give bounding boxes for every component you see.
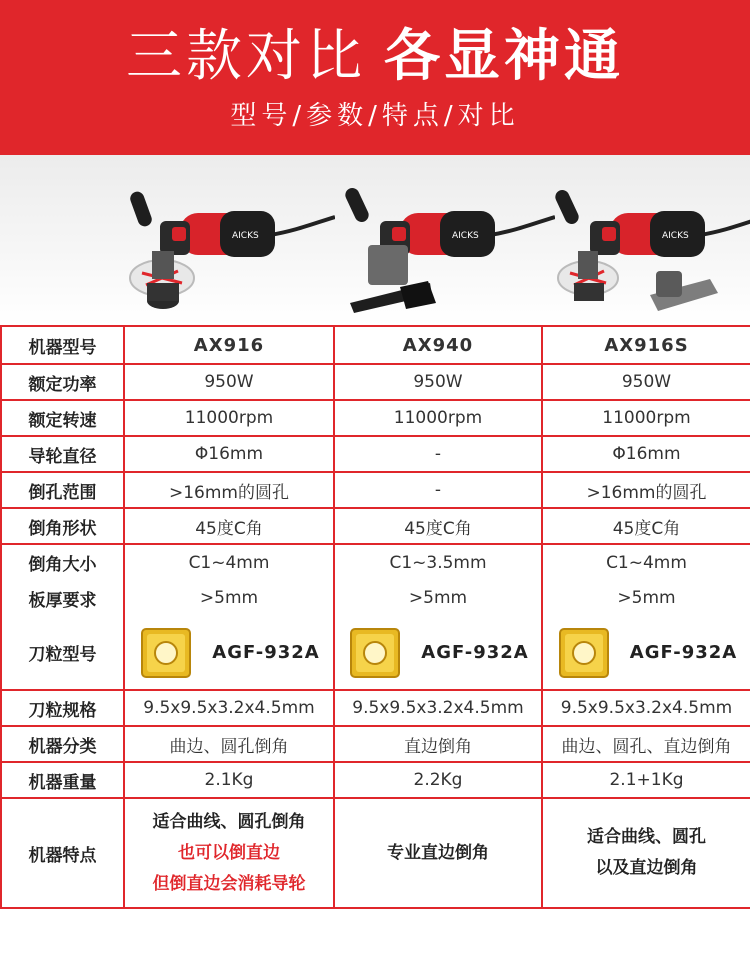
table-cell: 曲边、圆孔、直边倒角 [542, 726, 750, 762]
table-cell: 11000rpm [542, 400, 750, 436]
blade-code: AGF-932A [421, 642, 529, 663]
table-cell: 曲边、圆孔倒角 [124, 726, 334, 762]
table-cell: 2.1+1Kg [542, 762, 750, 798]
table-cell: 11000rpm [334, 400, 542, 436]
feature-text: 专业直边倒角 [387, 842, 489, 863]
table-cell: >16mm的圆孔 [542, 472, 750, 508]
table-cell [334, 798, 542, 908]
row-label: 倒角形状 [1, 508, 124, 544]
feature-text: 适合曲线、圆孔 [587, 827, 706, 847]
blade-code: AGF-932A [212, 642, 320, 663]
table-cell [542, 798, 750, 908]
product-image-ax940 [340, 183, 555, 318]
model-ax940: AX940 [334, 326, 542, 364]
row-label: 额定转速 [1, 400, 124, 436]
blade-insert-icon [138, 625, 194, 681]
model-ax916s: AX916S [542, 326, 750, 364]
model-ax916: AX916 [124, 326, 334, 364]
table-cell: 9.5x9.5x3.2x4.5mm [124, 690, 334, 726]
row-label: 机器重量 [1, 762, 124, 798]
table-cell: 45度C角 [334, 508, 542, 544]
feature-note: 但倒直边会消耗导轮 [152, 873, 306, 894]
table-row-category [1, 726, 750, 762]
row-label: 机器分类 [1, 726, 124, 762]
table-row-chamfer-size [1, 544, 750, 580]
table-cell: 950W [124, 364, 334, 400]
table-row-plate-thickness [1, 580, 750, 616]
banner-subtitle: 型号/参数/特点/对比 [230, 101, 520, 131]
feature-text: 以及直边倒角 [595, 858, 698, 878]
table-cell: 9.5x9.5x3.2x4.5mm [334, 690, 542, 726]
row-label: 倒孔范围 [1, 472, 124, 508]
table-cell [334, 616, 542, 690]
table-cell: - [334, 472, 542, 508]
table-cell: - [334, 436, 542, 472]
header-banner [0, 0, 750, 155]
table-cell: >5mm [334, 580, 542, 616]
banner-title-light: 三款对比 [126, 24, 366, 89]
table-row-weight [1, 762, 750, 798]
table-cell: 直边倒角 [334, 726, 542, 762]
feature-text: 适合曲线、圆孔倒角 [152, 811, 306, 832]
brand-logo: AICKS [232, 231, 259, 241]
table-row-hole-range [1, 472, 750, 508]
table-cell: C1~4mm [542, 544, 750, 580]
row-label: 倒角大小 [1, 544, 124, 580]
table-cell: 950W [334, 364, 542, 400]
table-cell: >5mm [124, 580, 334, 616]
table-cell: 2.1Kg [124, 762, 334, 798]
table-cell: 2.2Kg [334, 762, 542, 798]
table-cell: 950W [542, 364, 750, 400]
blade-insert-icon [556, 625, 612, 681]
feature-note: 也可以倒直边 [178, 842, 280, 863]
row-label: 机器型号 [1, 326, 124, 364]
brand-logo: AICKS [662, 231, 689, 241]
table-row-model [1, 326, 750, 364]
row-label: 刀粒规格 [1, 690, 124, 726]
blade-insert-icon [347, 625, 403, 681]
blade-code: AGF-932A [629, 642, 738, 663]
table-cell: 45度C角 [542, 508, 750, 544]
table-cell: >16mm的圆孔 [124, 472, 334, 508]
table-row-features [1, 798, 750, 908]
row-label: 刀粒型号 [1, 616, 124, 690]
table-row-chamfer-shape [1, 508, 750, 544]
table-row-wheel-diameter [1, 436, 750, 472]
row-label: 板厚要求 [1, 580, 124, 616]
brand-logo: AICKS [452, 231, 479, 241]
table-cell [124, 616, 334, 690]
row-label: 导轮直径 [1, 436, 124, 472]
table-cell: 45度C角 [124, 508, 334, 544]
table-cell [542, 616, 750, 690]
row-label: 机器特点 [1, 798, 124, 908]
table-cell: 9.5x9.5x3.2x4.5mm [542, 690, 750, 726]
table-row-speed [1, 400, 750, 436]
table-cell: C1~4mm [124, 544, 334, 580]
table-cell: Φ16mm [542, 436, 750, 472]
spec-comparison-table [0, 325, 750, 909]
row-label: 额定功率 [1, 364, 124, 400]
table-row-power [1, 364, 750, 400]
product-image-ax916s [550, 183, 750, 318]
table-cell: Φ16mm [124, 436, 334, 472]
table-cell: C1~3.5mm [334, 544, 542, 580]
table-cell: 11000rpm [124, 400, 334, 436]
product-images [0, 155, 750, 325]
table-cell [124, 798, 334, 908]
banner-title-bold: 各显神通 [384, 24, 624, 89]
table-row-blade-spec [1, 690, 750, 726]
table-row-blade-model [1, 616, 750, 690]
banner-title [0, 22, 750, 92]
product-image-ax916 [120, 183, 335, 318]
table-cell: >5mm [542, 580, 750, 616]
